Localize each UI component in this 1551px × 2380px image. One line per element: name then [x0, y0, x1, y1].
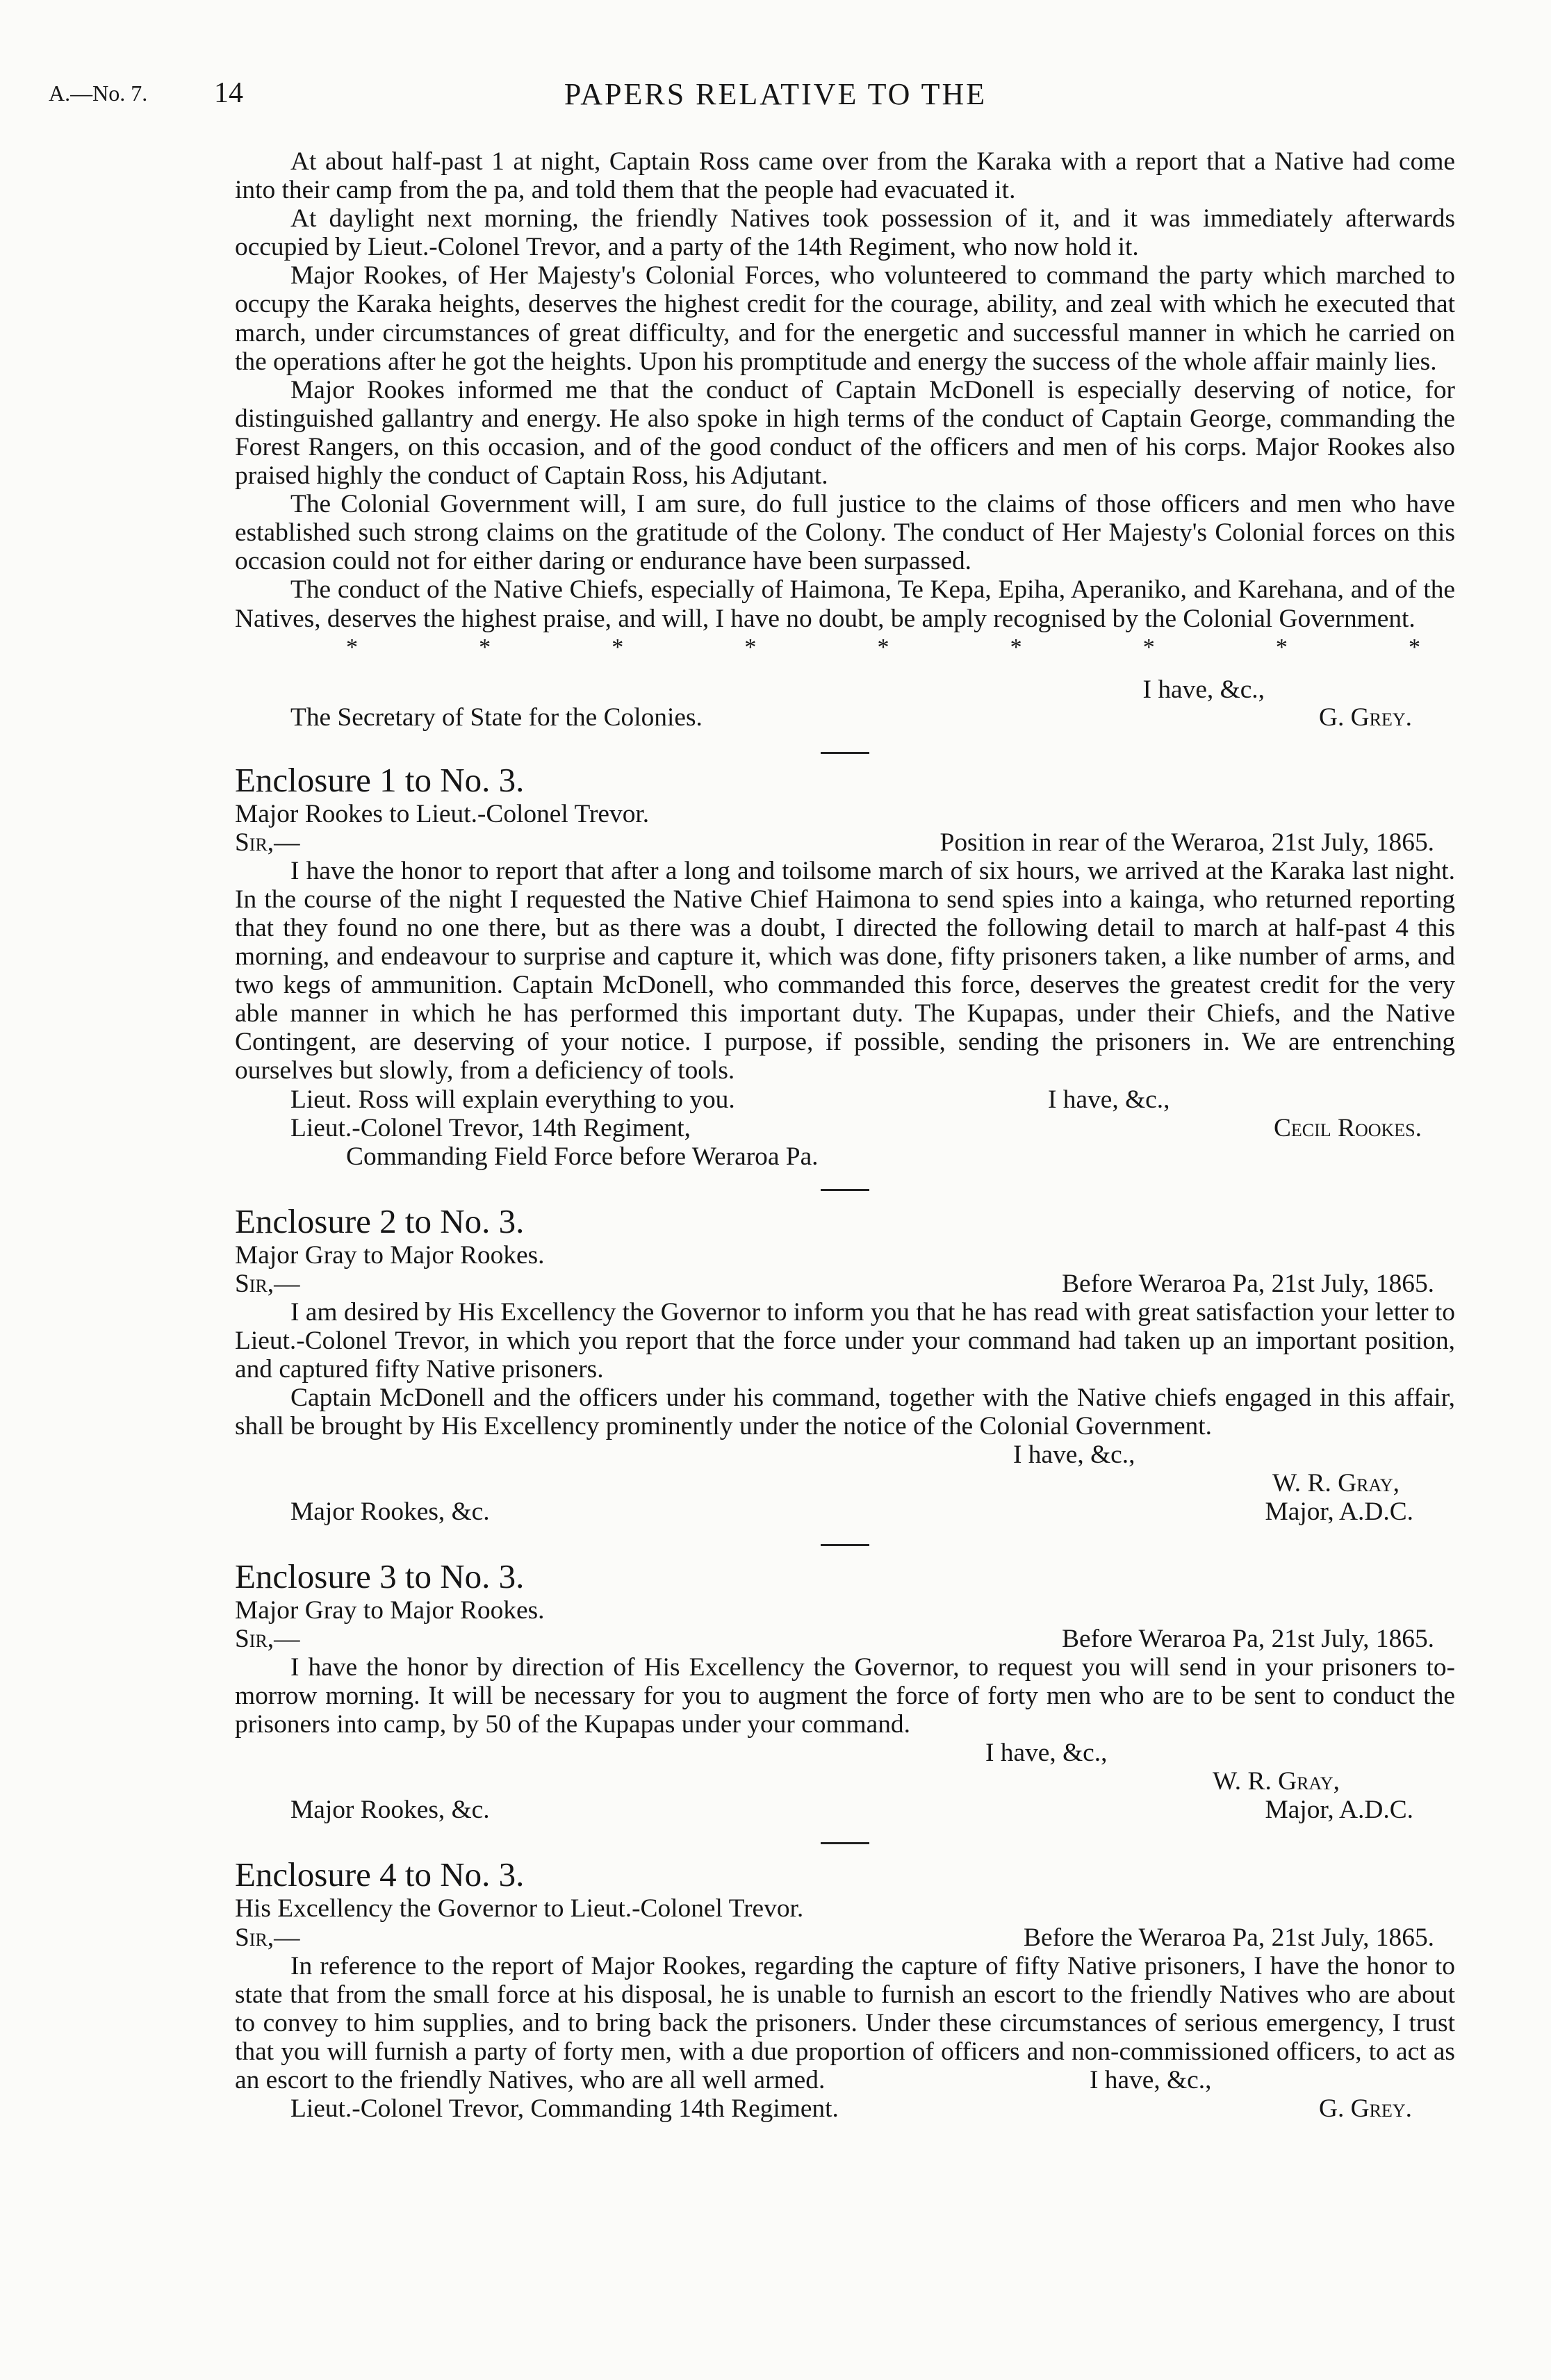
signature-rank: Major, A.D.C. [1265, 1796, 1413, 1825]
dateline: Before Weraroa Pa, 21st July, 1865. [1062, 1625, 1434, 1654]
paragraph: I am desired by His Excellency the Governor to inform you that he has read with great satisfaction your letter to Lieut.-Colonel Trevor, in which you report that the force under your command had taken up an important position, and captured fifty Native prisoners. [235, 1297, 1455, 1384]
paragraph: Major Rookes informed me that the conduct of Captain McDonell is especially deserving of notice, for distinguished gallantry and energy. He also spoke in high terms of the conduct of Captain George, commanding the Forest Rangers, on this occasion, and of the good conduct of the officers and men of his corps. Major Rookes also praised highly the conduct of Captain Ross, his Adjutant. [235, 375, 1455, 491]
salutation: Sir,— [235, 1923, 300, 1952]
enclosure-subtitle: Major Rookes to Lieut.-Colonel Trevor. [235, 799, 650, 828]
page-number: 14 [214, 77, 243, 109]
letter-body: In reference to the report of Major Rookes, regarding the capture of fifty Native prisoners, I have the honor to state that from the small force at his disposal, he is unable to furnish an escort to the friendly Natives who are about to convey to him supplies, and to bring back the prisoners. Under these circumstances of serious emergency, I trust that you will furnish a party of forty men, with a due proportion of officers and non-commissioned officers, to act as an escort to the friendly Natives, who are all well armed. [235, 1951, 1455, 2094]
salutation-row [235, 828, 1455, 857]
closing-phrase: I have, &c., [1142, 675, 1265, 704]
addressee-row [235, 1796, 1455, 1824]
asterisk: * [612, 634, 624, 660]
addressee: Major Rookes, &c. [290, 1497, 490, 1527]
divider [821, 1544, 869, 1546]
divider [821, 1842, 869, 1844]
postscript: Lieut. Ross will explain everything to you. [290, 1085, 735, 1114]
enclosure-1 [235, 761, 1455, 1171]
signature: Cecil Rookes. [1273, 1113, 1422, 1142]
enclosure-subtitle: Major Gray to Major Rookes. [235, 1240, 545, 1270]
divider [821, 752, 869, 754]
addressee-row [235, 2094, 1455, 2123]
omission-asterisks [235, 633, 1455, 662]
salutation: Sir,— [235, 1269, 300, 1298]
despatch-section [235, 147, 1455, 737]
closing-row [235, 2066, 1455, 2094]
addressee-line-2: Commanding Field Force before Weraroa Pa. [346, 1142, 819, 1171]
document-reference: A.—No. 7. [49, 81, 148, 106]
dateline: Position in rear of the Weraroa, 21st July, 1865. [939, 828, 1434, 857]
closing-row [235, 1739, 1455, 1767]
closing-phrase: I have, &c., [1090, 2066, 1212, 2095]
closing-row [235, 1441, 1455, 1469]
signature: G. Grey. [1318, 703, 1412, 732]
enclosure-3 [235, 1557, 1455, 1824]
enclosure-subtitle: Major Gray to Major Rookes. [235, 1596, 545, 1625]
closing-phrase: I have, &c., [1013, 1441, 1135, 1470]
enclosure-4 [235, 1855, 1455, 2123]
signature-rank: Major, A.D.C. [1265, 1497, 1413, 1527]
asterisk: * [1010, 634, 1022, 660]
enclosure-2 [235, 1202, 1455, 1527]
asterisk: * [479, 634, 491, 660]
asterisk: * [1409, 634, 1420, 660]
signature-row [235, 1767, 1455, 1796]
asterisk: * [1142, 634, 1155, 660]
addressee: Lieut.-Colonel Trevor, 14th Regiment, [290, 1113, 691, 1142]
paragraph: Major Rookes, of Her Majesty's Colonial Forces, who volunteered to command the party which marched to occupy the Karaka heights, deserves the highest credit for the courage, ability, and zeal with which he executed that march, under circumstances of great difficulty, and for the energetic and successful manner in which he carried on the operations after he got the heights. Upon his promptitude and energy the success of the whole affair mainly lies. [235, 261, 1455, 376]
closing-phrase: I have, &c., [1048, 1085, 1170, 1114]
addressee: Major Rookes, &c. [290, 1796, 490, 1825]
salutation-row [235, 1270, 1455, 1298]
enclosure-title: Enclosure 4 to No. 3. [235, 1855, 525, 1894]
letter-body: I have the honor to report that after a long and toilsome march of six hours, we arrived at the Karaka last night. In the course of the night I requested the Native Chief Haimona to send spies into a kainga, who returned reporting that they found no one there, but as there was a doubt, I directed the following detail to march at half-past 4 this morning, and endeavour to surprise and capture it, which was done, fifty prisoners taken, a like number of arms, and two kegs of ammunition. Captain McDonell, who commanded this force, deserves the greatest credit for the very able manner in which he has performed this important duty. The Kupapas, under their Chiefs, and the Native Contingent, are deserving of your notice. I purpose, if possible, sending the prisoners in. We are entrenching ourselves but slowly, from a deficiency of tools. [235, 856, 1455, 1085]
addressee: The Secretary of State for the Colonies. [290, 703, 703, 732]
paragraph: At daylight next morning, the friendly Natives took possession of it, and it was immediately afterwards occupied by Lieut.-Colonel Trevor, and a party of the 14th Regiment, who now hold it. [235, 204, 1455, 262]
enclosure-title: Enclosure 3 to No. 3. [235, 1557, 525, 1596]
signature: W. R. Gray, [1272, 1469, 1400, 1498]
asterisk: * [744, 634, 757, 660]
enclosure-title: Enclosure 1 to No. 3. [235, 760, 525, 799]
asterisk: * [346, 634, 358, 660]
addressee: Lieut.-Colonel Trevor, Commanding 14th Regiment. [290, 2094, 839, 2124]
letter-body: I have the honor by direction of His Excellency the Governor, to request you will send in your prisoners to-morrow morning. It will be necessary for you to augment the force of forty men who are to be sent to conduct the prisoners into camp, by 50 of the Kupapas under your command. [235, 1653, 1455, 1739]
divider [821, 1189, 869, 1191]
enclosure-subtitle: His Excellency the Governor to Lieut.-Colonel Trevor. [235, 1894, 804, 1923]
running-title: PAPERS RELATIVE TO THE [564, 77, 987, 111]
salutation: Sir,— [235, 1625, 300, 1654]
paragraph: The conduct of the Native Chiefs, especially of Haimona, Te Kepa, Epiha, Aperaniko, and Karehana, and of the Natives, deserves the highest praise, and will, I have no doubt, be amply recognised by the Colonial Government. [235, 575, 1455, 633]
signature-block [235, 662, 1455, 737]
document-body [235, 147, 1455, 2123]
signature-row [235, 1469, 1455, 1497]
page-header [49, 75, 1502, 117]
closing-phrase: I have, &c., [985, 1739, 1108, 1768]
addressee-row [235, 1114, 1455, 1142]
signature: G. Grey. [1318, 2094, 1412, 2124]
dateline: Before the Weraroa Pa, 21st July, 1865. [1024, 1923, 1434, 1952]
asterisk: * [877, 634, 889, 660]
signature: W. R. Gray, [1212, 1767, 1340, 1796]
paragraph: Captain McDonell and the officers under his command, together with the Native chiefs engaged in this affair, shall be brought by His Excellency prominently under the notice of the Colonial Government. [235, 1383, 1455, 1441]
dateline: Before Weraroa Pa, 21st July, 1865. [1062, 1269, 1434, 1298]
paragraph: The Colonial Government will, I am sure, do full justice to the claims of those officers and men who have established such strong claims on the gratitude of the Colony. The conduct of Her Majesty's Colonial forces on this occasion could not for either daring or endurance have been surpassed. [235, 490, 1455, 576]
addressee-row [235, 1142, 1455, 1171]
salutation-row [235, 1923, 1455, 1952]
salutation: Sir,— [235, 828, 300, 857]
paragraph: At about half-past 1 at night, Captain Ross came over from the Karaka with a report that a Native had come into their camp from the pa, and told them that the people had evacuated it. [235, 147, 1455, 205]
enclosure-title: Enclosure 2 to No. 3. [235, 1201, 525, 1240]
addressee-row [235, 1497, 1455, 1526]
postscript-row [235, 1085, 1455, 1114]
salutation-row [235, 1625, 1455, 1653]
asterisk: * [1275, 634, 1288, 660]
